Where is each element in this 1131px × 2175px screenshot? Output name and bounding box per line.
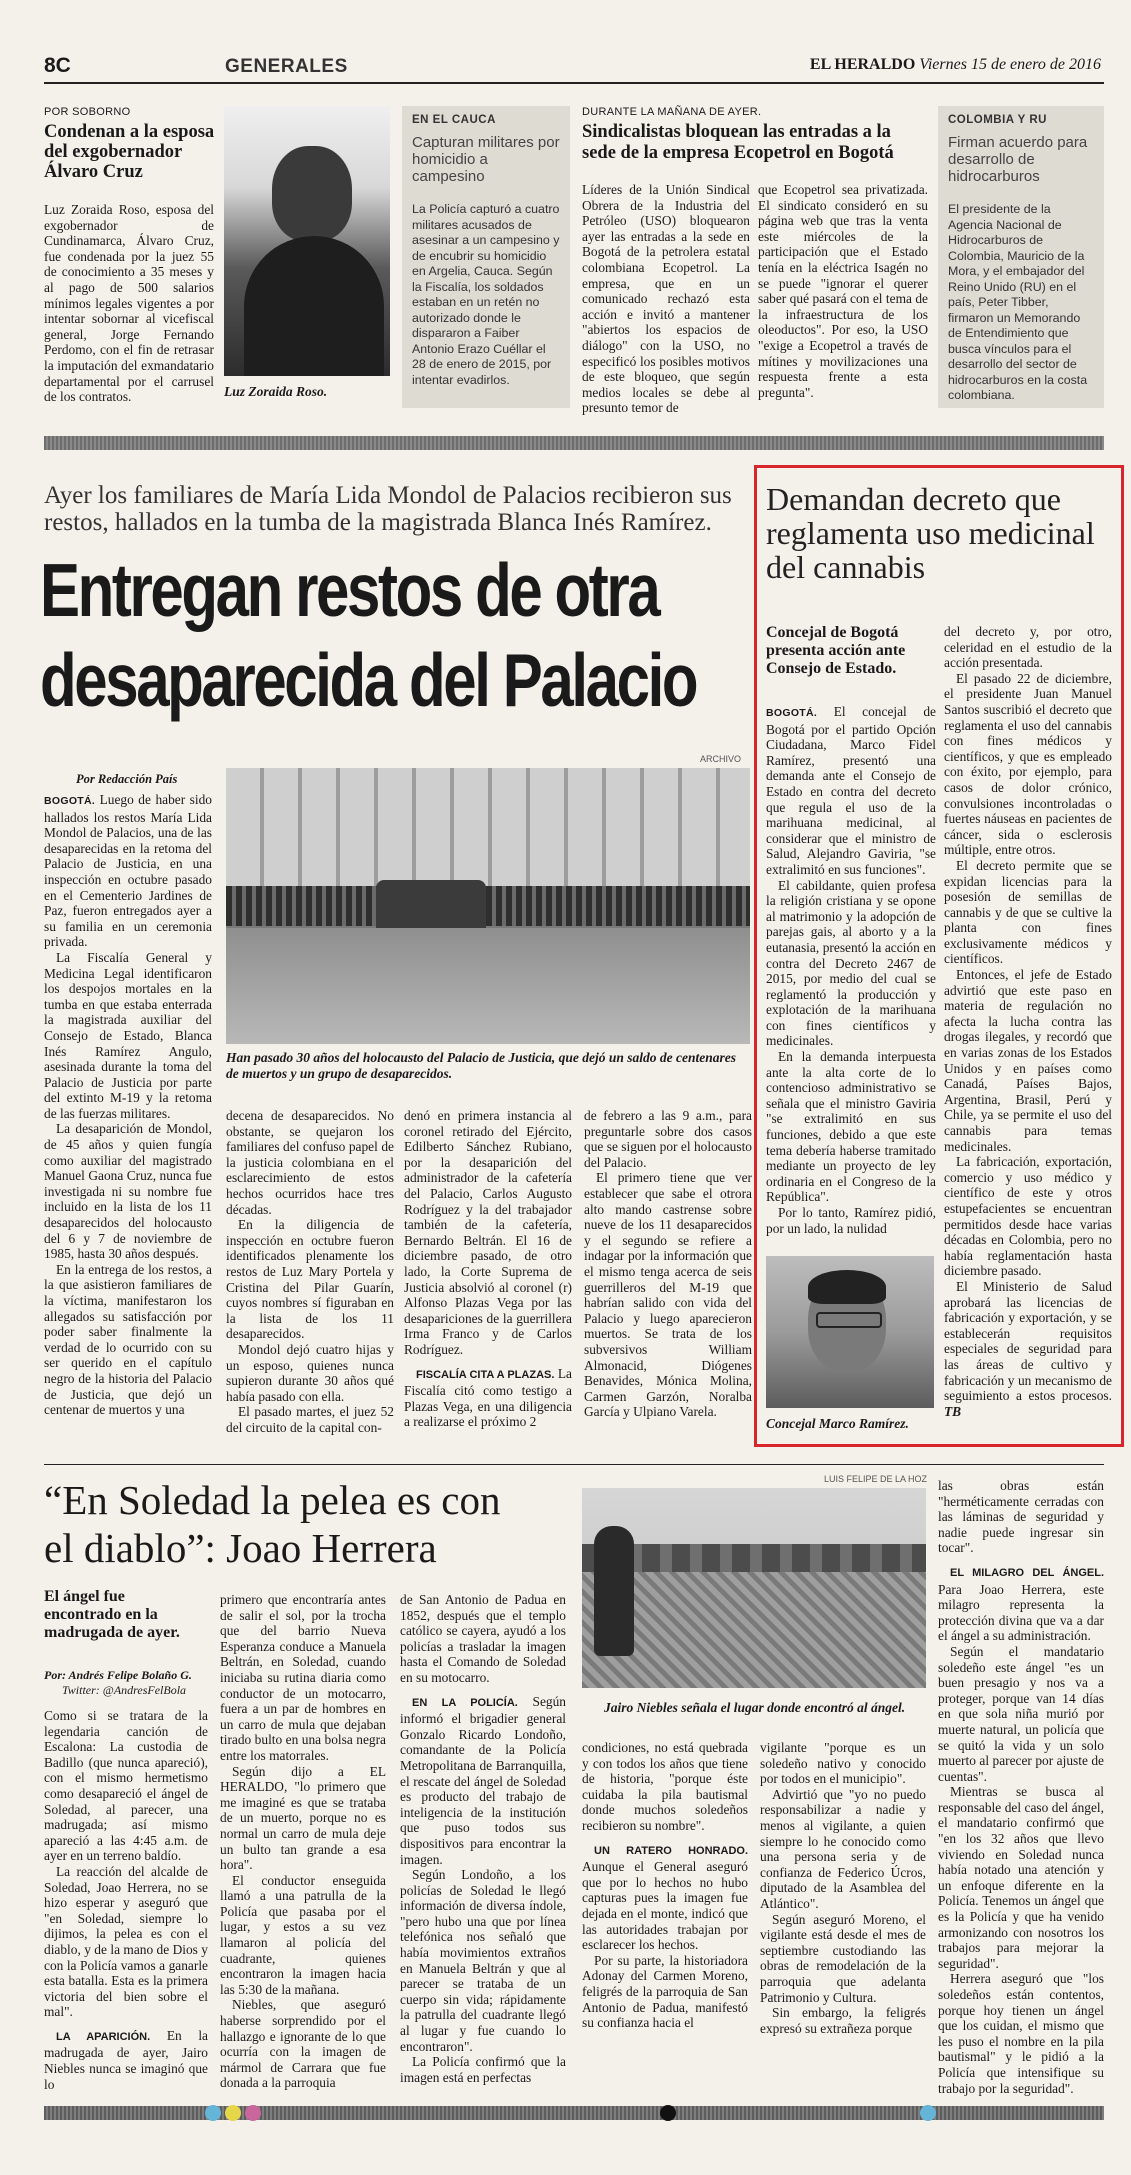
palacio-col3 bbox=[404, 1108, 572, 1430]
palacio-caption: Han pasado 30 años del holocausto del Palacio de Justicia, que dejó un saldo de centenares de muertos y un grupo de desaparecidos. bbox=[226, 1050, 737, 1081]
soledad-col5-p1: vigilante "porque es un soledeño nativo y conocido por todos en el municipio". bbox=[760, 1740, 926, 1787]
registration-dot-yellow bbox=[225, 2105, 241, 2121]
issue-date: Viernes 15 de enero de 2016 bbox=[919, 56, 1101, 73]
masthead bbox=[810, 56, 1101, 74]
soledad-col3-p2: Según informó el brigadier general Gonzalo Ricardo Londoño, comandante de la Policía Metropolitana de Barranquilla, el rescate del ángel de Soledad es producto del trabajo de inteligencia de la institución que puso todos sus dispositivos para encontrar la imagen. bbox=[400, 1693, 566, 1867]
cannabis-headline: Demandan decreto que reglamenta uso medicinal del cannabis bbox=[766, 481, 1095, 585]
cannabis-deck: Concejal de Bogotá presenta acción ante Consejo de Estado. bbox=[766, 624, 906, 677]
story1-body: Luz Zoraida Roso, esposa del exgobernador de Cundinamarca, Álvaro Cruz, fue condenada por la juez 55 de conocimiento a 35 meses y al pago de 500 salarios mínimos legales vigentes a por intentar sobornar al vicefiscal general, Jorge Fernando Perdomo, con el fin de retrasar la imputación del exmandatario departamental por el carrusel de los contratos. bbox=[44, 202, 214, 405]
story1-kicker: POR SOBORNO bbox=[44, 106, 131, 118]
box1-tag: EN EL CAUCA bbox=[412, 114, 496, 126]
cannabis-col2-p4: Entonces, el jefe de Estado advirtió que este paso en materia de regulación no afecta la lucha contra las drogas ilegales, y recordó que en varias zonas de los Estados Unidos y en países como Canadá, Países Bajos, Argentina, Brasil, Perú y Chile, ya se permite el uso del cannabis para temas medicinales. bbox=[944, 967, 1112, 1154]
box1 bbox=[402, 106, 570, 408]
cannabis-col1 bbox=[766, 704, 936, 1236]
soledad-col6-p4: Mientras se busca al responsable del caso del ángel, el mandatario confirmó que "en los 32 años que llevo viviendo en Soledad nunca había notado una atención y un enfoque diferente en la Policía. Tenemos un ángel que es la Policía y que ha venido armonizando con nosotros los trabajos para mejorar la seguridad". bbox=[938, 1784, 1104, 1971]
cannabis-col2-p1: del decreto y, por otro, celeridad en el estudio de la acción presentada. bbox=[944, 624, 1112, 671]
palacio-headline-1: Entregan restos de otra bbox=[40, 548, 659, 632]
section-rule bbox=[44, 1464, 1104, 1465]
palacio-col2 bbox=[226, 1108, 394, 1435]
header-rule bbox=[44, 82, 1104, 84]
palacio-photo-credit: ARCHIVO bbox=[700, 754, 742, 764]
registration-dot-black bbox=[660, 2105, 676, 2121]
palacio-col1-p1: Luego de haber sido hallados los restos María Lida Mondol de Palacios, una de las desaparecidas en la retoma del Palacio de Justicia, en una inspección en octubre pasado en el Cementerio Jardines de Paz, fueron entregados ayer a su familia en un ceremonia privada. bbox=[44, 792, 212, 950]
soledad-col5-p3: Según aseguró Moreno, el vigilante está desde el mes de septiembre custodiando las obras de remodelación de la parroquia que adelanta Patrimonio y Cultura. bbox=[760, 1911, 926, 2005]
palacio-col3-sub: FISCALÍA CITA A PLAZAS. bbox=[416, 1368, 555, 1381]
separator-bar bbox=[44, 436, 1104, 450]
building-facade bbox=[226, 768, 750, 888]
palacio-col4 bbox=[584, 1108, 752, 1420]
soledad-col3 bbox=[400, 1592, 566, 2085]
soledad-twitter: Twitter: @AndresFelBola bbox=[62, 1683, 187, 1697]
soledad-col3-p4: La Policía confirmó que la imagen está en perfectas bbox=[400, 2054, 566, 2085]
soledad-col1-p3: En la madrugada de ayer, Jairo Niebles nunca se imaginó que lo bbox=[44, 2027, 208, 2092]
cannabis-col1-p2: El cabildante, quien profesa la religión cristiana y se opone al matrimonio y la adopción de parejas gais, al aborto y a la eutanasia, presentó la acción en contra del Decreto 2467 de 2015, por medio del cual se reglamentó la producción y explotación de la marihuana con fines científicos y medicinales. bbox=[766, 877, 936, 1049]
soledad-col1 bbox=[44, 1708, 208, 2092]
soledad-col3-p1: de San Antonio de Padua en 1852, después que el templo católico se cayera, ayudó a los policías a trasladar la imagen hasta el Comando de Soledad en su motocarro. bbox=[400, 1592, 566, 1685]
portrait-silhouette bbox=[272, 146, 352, 241]
soledad-col5 bbox=[760, 1740, 926, 2036]
palacio-col4-p2: El primero tiene que ver establecer que sabe el otrora alto mando castrense sobre nueve de los 11 desaparecidos y el segundo se refiere a indagar por la información que el mismo tenga acerca de seis guerrilleros del M-19 que habrían salido con vida del Palacio y luego aparecieron muertos. Se trata de los subversivos William Almonacid, Diógenes Benavides, Mónica Molina, Carmen Garzón, Noralba García y Ulpiano Varela. bbox=[584, 1170, 752, 1420]
box1-title: Capturan militares por homicidio a campesino bbox=[412, 134, 560, 185]
story1-photo bbox=[224, 106, 390, 376]
soledad-col4-p3: Por su parte, la historiadora Adonay del Carmen Moreno, feligrés de la parroquia de San Antonio de Padua, manifestó su confianza hacia el bbox=[582, 1952, 748, 2031]
soledad-photo bbox=[582, 1488, 926, 1688]
soledad-deck: El ángel fue encontrado en la madrugada de ayer. bbox=[44, 1588, 180, 1641]
soledad-col1-p2: La reacción del alcalde de Soledad, Joao Herrera, no se hizo esperar y aseguró que "en Soledad, siempre lo dijimos, la pelea es con el diablo, y de la mano de Dios y con la Policía vamos a ganarle esta batalla. Esta es la primera victoria del bien sobre el mal". bbox=[44, 1863, 208, 2020]
soledad-col2-p4: Niebles, que aseguró haberse sorprendido por el hallazgo e ignorante de lo que ocurría con la imagen de mármol de Carrara que fue donada a la parroquia bbox=[220, 1997, 386, 2091]
soledad-col6-sub: EL MILAGRO DEL ÁNGEL. bbox=[950, 1566, 1104, 1579]
man-figure bbox=[594, 1526, 634, 1656]
soledad-headline-1: “En Soledad la pelea es con bbox=[44, 1477, 501, 1523]
soledad-col4 bbox=[582, 1740, 748, 2031]
story1-caption: Luz Zoraida Roso. bbox=[224, 384, 328, 399]
soledad-photo-credit: LUIS FELIPE DE LA HOZ bbox=[824, 1474, 928, 1484]
palacio-byline: Por Redacción País bbox=[76, 772, 178, 786]
registration-dot-magenta bbox=[245, 2105, 261, 2121]
box2 bbox=[938, 106, 1104, 408]
box2-body: El presidente de la Agencia Nacional de Hidrocarburos de Colombia, Mauricio de la Mora, y el embajador del Reino Unido (RU) en el país, Peter Tibber, firmaron un Memorando de Entendimiento que busca vínculos para el desarrollo del sector de hidrocarburos en la costa colombiana. bbox=[948, 202, 1088, 402]
palacio-col2-p1: decena de desaparecidos. No obstante, se quejaron los familiares del confuso papel de la justicia colombiana en el esclarecimiento de estos hechos ocurridos hace tres décadas. bbox=[226, 1108, 394, 1217]
soledad-col1-p1: Como si se tratara de la legendaria canción de Escalona: La custodia de Badillo (que nunca apareció), con el mismo hermetismo como desapareció el ángel de Soledad, al parecer, una madrugada; así mismo apareció a las 4:45 a.m. de ayer en un terreno baldío. bbox=[44, 1708, 208, 1864]
soledad-col2-p3: El conductor enseguida llamó a una patrulla de la Policía que pasaba por el lugar, y estos a su vez llamaron al policía del cuadrante, quienes encontraron la imagen hacia las 5:30 de la mañana. bbox=[220, 1872, 386, 1997]
cannabis-col1-p4: Por lo tanto, Ramírez pidió, por un lado, la nulidad bbox=[766, 1205, 936, 1236]
registration-dot-cyan-2 bbox=[920, 2105, 936, 2121]
soledad-col2 bbox=[220, 1592, 386, 2091]
palacio-col3-p2: La Fiscalía citó como testigo a Plazas Vega, en una diligencia a realizarse el próximo 2 bbox=[404, 1365, 572, 1430]
portrait-shoulders bbox=[244, 236, 384, 376]
palacio-col3-p1: denó en primera instancia al coronel retirado del Ejército, Edilberto Sánchez Rubiano, por la desaparición del administrador de la cafetería del Palacio, Carlos Augusto Rodríguez y la del trabajador también de la cafetería, Bernardo Beltrán. El 16 de diciembre pasado, de otro lado, la Corte Suprema de Justicia absolvió al coronel (r) Alfonso Plazas Vega por las desapariciones de la guerrillera Irma Franco y de Carlos Rodríguez. bbox=[404, 1108, 572, 1357]
palacio-col1-p3: La desaparición de Mondol, de 45 años y quien fungía como auxiliar del magistrado Manuel Gaona Cruz, nunca fue investigada ni su nombre fue incluido en la lista de los 11 desaparecidos del holocausto del 6 y 7 de noviembre de 1985, hasta 30 años después. bbox=[44, 1121, 212, 1262]
story2-kicker: DURANTE LA MAÑANA DE AYER. bbox=[582, 106, 762, 118]
box2-title: Firman acuerdo para desarrollo de hidrocarburos bbox=[948, 134, 1088, 185]
cannabis-col1-p3: En la demanda interpuesta ante la alta corte de lo contencioso administrativo se señala que el ministro Gaviria "se extralimitó en sus funciones, debido a que este tema debería haberse tramitado mediante un proyecto de ley ordinaria en el Congreso de la República". bbox=[766, 1049, 936, 1205]
soledad-col2-p1: primero que encontraría antes de salir el sol, por la trocha que del barrio Nueva Esperanza conduce a Manuela Beltrán, en Soledad, cuando iniciaba su rutina diaria como conductor de un motocarro, fuera a un par de hombres en un carro de mula que dejaban tirado bulto en una bolsa negra entre los matorrales. bbox=[220, 1592, 386, 1763]
soledad-col2-p2: Según dijo a EL HERALDO, "lo primero que me imaginé es que se trataba de un muerto, porque no es normal un carro de mula deje un bulto tan grande a esa hora". bbox=[220, 1763, 386, 1873]
cannabis-signature: TB bbox=[944, 1403, 962, 1419]
palacio-col1-p2: La Fiscalía General y Medicina Legal identificaron los despojos mortales en la tumba en que estaba enterrada la magistrada auxiliar del Consejo de Estado, Blanca Inés Ramírez Angulo, asesinada durante la toma del Palacio de Justicia por parte del extinto M-19 y la retoma de las fuerzas militares. bbox=[44, 949, 212, 1121]
paper-name: EL HERALDO bbox=[809, 56, 916, 73]
soledad-col6 bbox=[938, 1478, 1104, 2096]
story1-headline: Condenan a la esposa del exgobernador Álvaro Cruz bbox=[44, 122, 215, 182]
registration-dot-cyan bbox=[205, 2105, 221, 2121]
page-number: 8C bbox=[44, 54, 71, 77]
soledad-byline: Por: Andrés Felipe Bolaño G. bbox=[44, 1668, 192, 1682]
box1-body: La Policía capturó a cuatro militares acusados de asesinar a un campesino y de encubrir su homicidio en Argelia, Cauca. Según la Fiscalía, los soldados estaban en un retén no autorizado donde le dispararon a Faiber Antonio Erazo Cuéllar el 28 de enero de 2015, por intentar evadirlos. bbox=[412, 202, 560, 387]
section-name: GENERALES bbox=[225, 56, 348, 77]
story2-headline: Sindicalistas bloquean las entradas a la sede de la empresa Ecopetrol en Bogotá bbox=[582, 122, 894, 163]
palacio-deck: Ayer los familiares de María Lida Mondol de Palacios recibieron sus restos, hallados en la tumba de la magistrada Blanca Inés Ramírez. bbox=[44, 482, 732, 536]
cannabis-caption: Concejal Marco Ramírez. bbox=[766, 1416, 909, 1431]
soledad-col4-p2: Aunque el General aseguró que por lo hechos no hubo capturas pues la imagen fue dejada en el monte, indicó que las autoridades trabajan por esclarecer los hechos. bbox=[582, 1859, 748, 1953]
palacio-headline-2: desaparecida del Palacio bbox=[40, 638, 697, 722]
registration-bar bbox=[44, 2106, 1104, 2120]
cannabis-col2-p3: El decreto permite que se expidan licencias para la posesión de semillas de cannabis y de que se cultive la planta con fines exclusivamente médicos y científicos. bbox=[944, 857, 1112, 967]
soledad-col6-p5: Herrera aseguró que "los soledeños están contentos, porque hoy tienen un ángel que los cuidan, el mismo que les puso el nombre en la pila bautismal" y le pidió a la Policía que intensifique su trabajo por la seguridad". bbox=[938, 1971, 1104, 2096]
palacio-col1 bbox=[44, 792, 212, 1418]
box2-tag: COLOMBIA Y RU bbox=[948, 114, 1047, 126]
soledad-col3-p3: Según Londoño, a los policías de Soledad le llegó información de diversa índole, "pero hubo una que por línea telefónica nos señaló que había movimientos extraños en Manuela Beltrán y que al parecer se trataba de un cuerpo sin vida; rápidamente la patrulla del cuadrante llegó al lugar y fue cuando lo encontraron". bbox=[400, 1867, 566, 2054]
soledad-col3-sub: EN LA POLICÍA. bbox=[412, 1696, 518, 1709]
soledad-headline-2: el diablo”: Joao Herrera bbox=[44, 1525, 437, 1571]
soledad-col6-p1: las obras están "herméticamente cerradas con las láminas de seguridad y nadie puede ingresar sin tocar". bbox=[938, 1478, 1104, 1556]
palacio-photo bbox=[226, 768, 750, 1044]
cannabis-col1-p1: El concejal de Bogotá por el partido Opción Ciudadana, Marco Fidel Ramírez, presentó una demanda ante el Consejo de Estado en contra del decreto que regula el uso de la marihuana medicinal, al considerar que el ministro de Salud, Alejandro Gaviria, "se extralimitó en sus funciones". bbox=[766, 704, 936, 877]
soledad-col4-p1: condiciones, no está quebrada y con todos los años que tiene de historia, "porque éste cuidaba la pila bautismal donde muchos soledeños recibieron su nombre". bbox=[582, 1740, 748, 1833]
soledad-col6-p3: Según el mandatario soledeño este ángel "es un buen presagio y nos va a proteger, porque van 14 días en que sola niña murió por muerte natural, un policía que se quitó la vida y un solo muerto al parecer por ajuste de cuentas". bbox=[938, 1643, 1104, 1784]
cannabis-col2-p6: El Ministerio de Salud aprobará las licencias de fabricación y exportación, y se establecerán requisitos especiales de seguridad para las áreas de cultivo y fabricación y un mecanismo de seguimiento a estos procesos. bbox=[944, 1278, 1112, 1404]
palacio-col4-p1: de febrero a las 9 a.m., para preguntarle sobre dos casos que se siguen por el holocausto del Palacio. bbox=[584, 1108, 752, 1170]
palacio-col2-p4: El pasado martes, el juez 52 del circuito de la capital con- bbox=[226, 1404, 394, 1435]
soldiers-crowd bbox=[226, 886, 750, 926]
ground-area bbox=[226, 928, 750, 1044]
cannabis-col2-p5: La fabricación, exportación, comercio y uso médico y científico de este y otros estupefacientes se encuentran permitidos desde hace varias décadas en Colombia, pero no había reglamentación hasta diciembre pasado. bbox=[944, 1154, 1112, 1279]
palacio-col1-p4: En la entrega de los restos, a la que asistieron familiares de la víctima, manifestaron los allegados su satisfacción por poder saber finalmente la verdad de lo ocurrido con su ser querido en el capítulo negro de la historia del Palacio de Justicia, que dejó un centenar de muertos y una bbox=[44, 1261, 212, 1418]
palacio-col2-p3: Mondol dejó cuatro hijas y un esposo, quienes nunca supieron durante 30 años qué había pasado con ella. bbox=[226, 1341, 394, 1404]
palacio-col2-p2: En la diligencia de inspección en octubre fueron identificados plenamente los restos de Luz Mary Portela y Cristina del Pilar Guarín, cuyos nombres sí figuraban en la lista de los 11 desaparecidos. bbox=[226, 1217, 394, 1342]
portrait-glasses bbox=[816, 1312, 882, 1328]
cannabis-city: BOGOTÁ. bbox=[766, 707, 818, 719]
cannabis-photo bbox=[766, 1256, 934, 1408]
palacio-city: BOGOTÁ. bbox=[44, 795, 96, 807]
soledad-col6-p2: Para Joao Herrera, este milagro representa la protección divina que va a dar el ángel a su administración. bbox=[938, 1581, 1104, 1644]
soledad-col5-p2: Advirtió que "yo no puedo responsabilizar a nadie y menos al vigilante, a quien siempre lo he conocido como una persona seria y de confianza de Federico Úcros, diputado de la Asamblea del Atlántico". bbox=[760, 1786, 926, 1911]
soledad-col5-p4: Sin embargo, la feligrés expresó su extrañeza porque bbox=[760, 2005, 926, 2036]
story2-col2: que Ecopetrol sea privatizada. El sindicato consideró en su página web que tras la venta este miércoles de la participación que el Estado tenía en la eléctrica Isagén no se puede "ignorar el querer saber qué pasará con el tema de la infraestructura de los oleoductos". Por eso, la USO "exige a Ecopetrol a través de mítines y movilizaciones una respuesta frente a esta pregunta". bbox=[758, 182, 928, 400]
cannabis-col2 bbox=[944, 624, 1112, 1419]
story2-col1: Líderes de la Unión Sindical Obrera de la Industria del Petróleo (USO) bloquearon ayer las entradas a la sede en Bogotá de la petrolera estatal colombiana Ecopetrol. La empresa, que en un comunicado rechazó esta acción e invitó a mantener "abiertos los espacios de diálogo" con la USO, no especificó los posibles motivos de este bloqueo, que según medios locales se debe al presunto temor de bbox=[582, 182, 750, 416]
cannabis-col2-p2: El pasado 22 de diciembre, el presidente Juan Manuel Santos suscribió el decreto que reglamenta el uso del cannabis con fines médicos y científicos, y que es empleado con éxito, por ejemplo, para casos de dolor crónico, convulsiones incontroladas o fuertes náuseas en pacientes de cáncer, sida o esclerosis múltiple, entre otros. bbox=[944, 670, 1112, 858]
soledad-caption: Jairo Niebles señala el lugar donde encontró al ángel. bbox=[604, 1700, 906, 1715]
soledad-col4-sub: UN RATERO HONRADO. bbox=[594, 1844, 748, 1857]
portrait-hair bbox=[808, 1270, 886, 1304]
soledad-col1-sub: LA APARICIÓN. bbox=[56, 2030, 151, 2043]
